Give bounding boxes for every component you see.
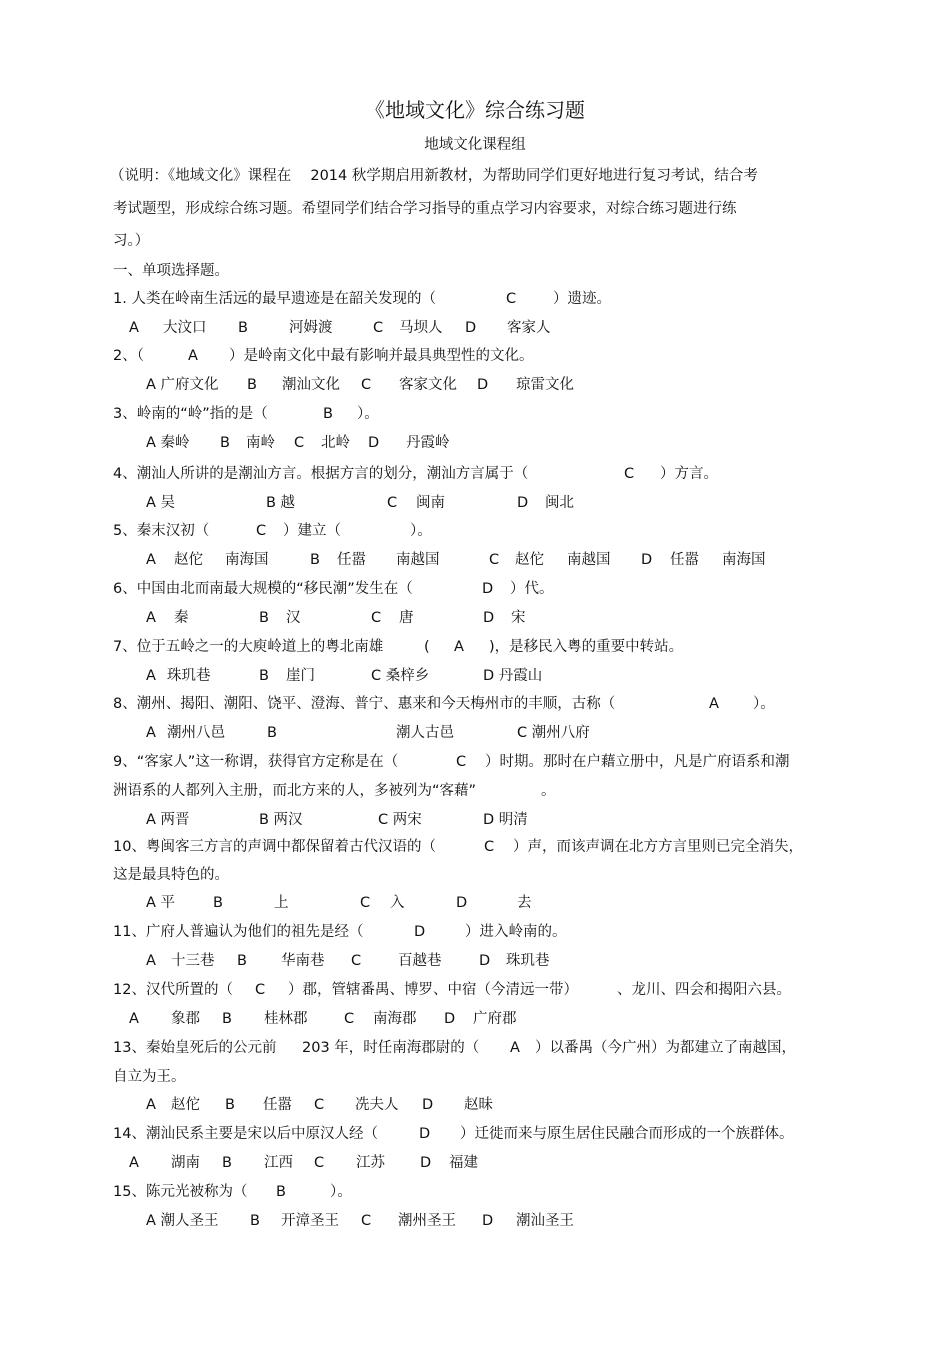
option-text: 任嚣 [670,552,699,568]
option-text: C 潮州八府 [517,725,590,741]
option-letter: A [146,610,156,626]
option-letter: D [483,610,495,626]
option-letter: C [294,435,305,451]
option-letter: A [129,1155,139,1171]
question-text: 、龙川、四会和揭阳六县。 [617,982,791,998]
option-letter: B [259,668,269,684]
option-text: 象郡 [171,1011,200,1027]
option-letter: B [222,1011,232,1027]
option-text: 马坝人 [399,320,443,336]
option-letter: C [387,495,398,511]
option-text: 上 [274,895,289,911]
question-text: ）代。 [510,581,554,597]
page-subtitle: 地域文化课程组 [424,137,526,153]
answer: C [255,982,266,998]
option-text: A 平 [146,895,176,911]
question-text: 6、中国由北而南最大规模的“移民潮”发生在（ [113,581,413,597]
answer: B [276,1184,286,1200]
option-text: A 吴 [146,495,176,511]
option-text: 南越国 [396,552,440,568]
question-text: 15、陈元光被称为（ [113,1184,248,1200]
option-text: 江西 [264,1155,293,1171]
option-letter: B [250,1213,260,1229]
section-heading: 一、单项选择题。 [113,263,229,279]
option-text: 冼夫人 [355,1097,399,1113]
question-text: 12、汉代所置的（ [113,982,233,998]
answer: D [419,1126,431,1142]
answer: A [188,348,198,364]
question-text: ）以番禺（今广州）为都建立了南越国， [535,1040,796,1056]
answer: C [624,466,635,482]
question-text: ）建立（ [283,523,341,539]
intro-line: （说明：《地域文化》课程在 2014 秋学期启用新教材，为帮助同学们更好地进行复习考试，结合考 [110,168,758,184]
option-letter: D [517,495,529,511]
question-text: ）。 [330,1184,352,1200]
option-text: 南海国 [225,552,269,568]
question-text: 11、广府人普遍认为他们的祖先是经（ [113,924,364,940]
option-text: 入 [390,895,405,911]
intro-line: 习。） [113,233,150,249]
option-letter: D [482,1213,494,1229]
option-text: 丹霞岭 [406,435,450,451]
answer: C [506,291,517,307]
option-letter: A [146,552,156,568]
option-text: 客家文化 [399,377,457,393]
option-text: 南海国 [722,552,766,568]
option-letter: A [146,668,156,684]
option-text: 广府郡 [473,1011,517,1027]
question-text: ( [424,639,430,655]
question-text: 14、潮汕民系主要是宋以后中原汉人经（ [113,1126,378,1142]
option-text: 珠玑巷 [506,953,550,969]
option-text: C 桑梓乡 [371,668,430,684]
option-text: 去 [517,895,532,911]
question-text: ）声，而该声调在北方方言里则已完全消失， [513,839,803,855]
question-text: 这是最具特色的。 [113,867,229,883]
question-text: 8、潮州、揭阳、潮阳、饶平、澄海、普宁、惠来和今天梅州市的丰顺，古称（ [113,696,616,712]
question-text: 3、岭南的“岭”指的是（ [113,406,268,422]
question-text: ）方言。 [660,466,718,482]
question-text: ）迁徙而来与原生居住民融合而形成的一个族群体。 [460,1126,794,1142]
question-text: 4、潮汕人所讲的是潮汕方言。根据方言的划分，潮汕方言属于（ [113,466,529,482]
option-text: A 潮人圣王 [146,1213,219,1229]
option-letter: B [222,1155,232,1171]
option-letter: D [477,377,489,393]
question-text: 10、粤闽客三方言的声调中都保留着古代汉语的（ [113,839,436,855]
option-letter: C [489,552,500,568]
option-letter: B [225,1097,235,1113]
option-text: 江苏 [356,1155,385,1171]
option-text: 赵佗 [174,552,203,568]
option-letter: D [641,552,653,568]
option-text: 宋 [511,610,526,626]
answer: A [454,639,464,655]
question-text: ）是岭南文化中最有影响并最具典型性的文化。 [229,348,534,364]
question-text: ）。 [753,696,775,712]
option-letter: B [213,895,223,911]
option-text: 十三巷 [171,953,215,969]
option-letter: C [361,377,372,393]
option-text: 福建 [449,1155,478,1171]
question-text: 5、秦末汉初（ [113,523,210,539]
option-text: 潮州圣王 [398,1213,456,1229]
option-letter: C [351,953,362,969]
question-text: )，是移民入粤的重要中转站。 [489,639,684,655]
page-title: 《地域文化》综合练习题 [365,98,585,122]
option-text: 潮汕文化 [282,377,340,393]
option-text: B [267,725,277,741]
option-text: 潮人古邑 [396,725,454,741]
option-letter: D [465,320,477,336]
answer: C [484,839,495,855]
option-text: C 两宋 [378,812,422,828]
option-text: 任嚣 [337,552,366,568]
option-text: A 广府文化 [146,377,219,393]
option-letter: D [456,895,468,911]
option-text: 唐 [399,610,414,626]
answer: D [482,581,494,597]
option-text: 珠玑巷 [167,668,211,684]
answer: D [414,924,426,940]
option-text: 崖门 [286,668,315,684]
option-letter: B [247,377,257,393]
option-text: 百越巷 [398,953,442,969]
intro-line: 考试题型，形成综合练习题。希望同学们结合学习指导的重点学习内容要求，对综合练习题进行练 [113,201,737,217]
option-text: D 明清 [483,812,528,828]
option-text: 潮州八邑 [167,725,225,741]
option-letter: D [422,1097,434,1113]
option-text: 南海郡 [373,1011,417,1027]
answer: B [323,406,333,422]
question-text: ）郡，管辖番禺、博罗、中宿（今清远一带） [288,982,578,998]
question-text: 自立为王。 [113,1069,186,1085]
option-text: 秦 [174,610,189,626]
option-text: A 秦岭 [146,435,190,451]
question-text: ）进入岭南的。 [465,924,567,940]
answer: A [709,696,719,712]
option-letter: C [314,1097,325,1113]
option-letter: C [373,320,384,336]
question-text: 2、（ [113,348,144,364]
option-letter: B [237,953,247,969]
option-letter: A [146,953,156,969]
answer: C [456,754,467,770]
option-letter: A [146,1097,156,1113]
option-text: 汉 [286,610,301,626]
option-text: 湖南 [171,1155,200,1171]
option-letter: C [344,1011,355,1027]
answer: C [256,523,267,539]
option-text: 潮汕圣王 [516,1213,574,1229]
option-text: A 两晋 [146,812,190,828]
option-letter: A [129,320,139,336]
option-letter: D [444,1011,456,1027]
option-letter: D [479,953,491,969]
option-text: 华南巷 [281,953,325,969]
question-text: 洲语系的人都列入主册，而北方来的人，多被列为“客藉” [113,783,477,799]
option-letter: D [420,1155,432,1171]
question-text: 9、“客家人”这一称谓，获得官方定称是在（ [113,754,399,770]
answer: A [510,1040,520,1056]
option-text: 赵佗 [515,552,544,568]
option-letter: D [368,435,380,451]
option-text: 闽南 [416,495,445,511]
question-text: 13、秦始皇死后的公元前 [113,1040,277,1056]
option-letter: B [220,435,230,451]
option-letter: C [314,1155,325,1171]
option-text: 桂林郡 [264,1011,308,1027]
option-text: 南岭 [246,435,275,451]
question-text: 1. 人类在岭南生活远的最早遗迹是在韶关发现的（ [113,291,436,307]
option-text: 北岭 [321,435,350,451]
option-letter: A [129,1011,139,1027]
option-text: 客家人 [507,320,551,336]
option-text: 赵佗 [171,1097,200,1113]
option-text: D 丹霞山 [483,668,543,684]
option-text: 任嚣 [263,1097,292,1113]
question-text: ）时期。那时在户藉立册中，凡是广府语系和潮 [485,754,790,770]
question-text: ）。 [357,406,379,422]
option-letter: A [146,725,156,741]
option-text: 南越国 [567,552,611,568]
option-text: B 两汉 [259,812,303,828]
option-text: 赵昧 [464,1097,493,1113]
question-text: 7、位于五岭之一的大庾岭道上的粤北南雄 [113,639,384,655]
question-text: ）。 [410,523,432,539]
option-letter: B [310,552,320,568]
option-letter: C [360,895,371,911]
question-text: 。 [541,783,556,799]
option-text: 闽北 [545,495,574,511]
option-text: 河姆渡 [289,320,333,336]
option-letter: B [259,610,269,626]
option-text: 大汶口 [163,320,207,336]
option-letter: B [238,320,248,336]
option-letter: C [371,610,382,626]
option-text: 开漳圣王 [281,1213,339,1229]
question-text: ）遗迹。 [553,291,611,307]
option-letter: C [361,1213,372,1229]
option-text: 琼雷文化 [516,377,574,393]
option-text: B 越 [266,495,296,511]
question-text: 203 年，时任南海郡尉的（ [302,1040,480,1056]
